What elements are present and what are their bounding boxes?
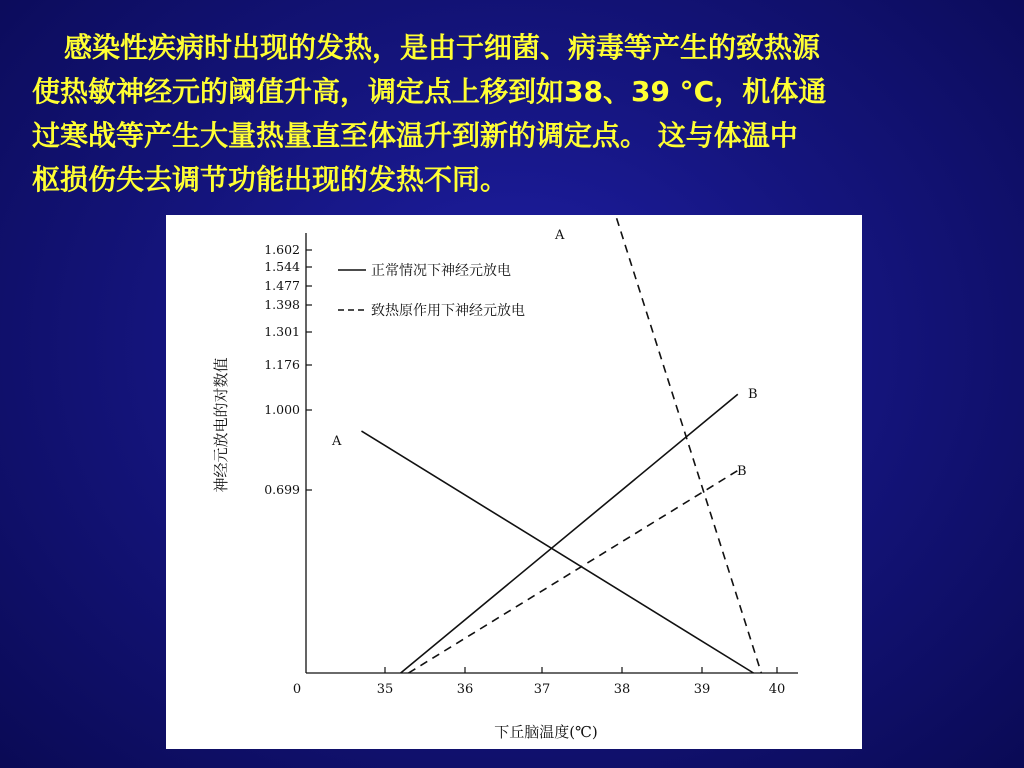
y-axis-label: 神经元放电的对数值: [212, 357, 230, 493]
paragraph-line-1: 感染性疾病时出现的发热，是由于细菌、病毒等产生的致热源: [64, 31, 821, 64]
y-tick-label: 1.602: [264, 242, 300, 257]
series-end-label: A: [555, 228, 565, 243]
series-line: [361, 431, 753, 673]
firing-rate-chart: [166, 215, 862, 749]
y-tick-label: 1.477: [264, 278, 300, 293]
series-line: [409, 470, 738, 673]
y-tick-label: 1.398: [264, 297, 300, 312]
paragraph-line-3: 过寒战等产生大量热量直至体温升到新的调定点。 这与体温中: [32, 119, 798, 152]
x-tick-label: 37: [533, 682, 551, 697]
x-tick-label: 38: [613, 682, 631, 697]
series-line: [612, 215, 761, 673]
paragraph-line-4: 枢损伤失去调节功能出现的发热不同。: [32, 163, 509, 196]
x-tick-label: 0: [292, 682, 302, 697]
y-tick-label: 1.176: [264, 357, 300, 372]
x-tick-label: 36: [456, 682, 474, 697]
y-tick-label: 0.699: [264, 482, 300, 497]
series-end-label: B: [737, 464, 747, 479]
paragraph-line-2: 使热敏神经元的阈值升高，调定点上移到如38、39 °C，机体通: [32, 75, 827, 108]
description-paragraph: [32, 26, 1002, 202]
x-axis-label: 下丘脑温度(℃): [494, 723, 598, 741]
series-end-label: B: [748, 387, 758, 402]
chart-figure: [166, 215, 862, 749]
series-end-label: A: [332, 434, 342, 449]
x-tick-label: 35: [376, 682, 394, 697]
y-tick-label: 1.544: [264, 259, 300, 274]
legend-label: 致热原作用下神经元放电: [371, 303, 525, 319]
y-tick-label: 1.301: [264, 324, 300, 339]
x-tick-label: 39: [693, 682, 711, 697]
y-tick-label: 1.000: [264, 402, 300, 417]
x-tick-label: 40: [768, 682, 786, 697]
legend-label: 正常情况下神经元放电: [371, 263, 511, 279]
